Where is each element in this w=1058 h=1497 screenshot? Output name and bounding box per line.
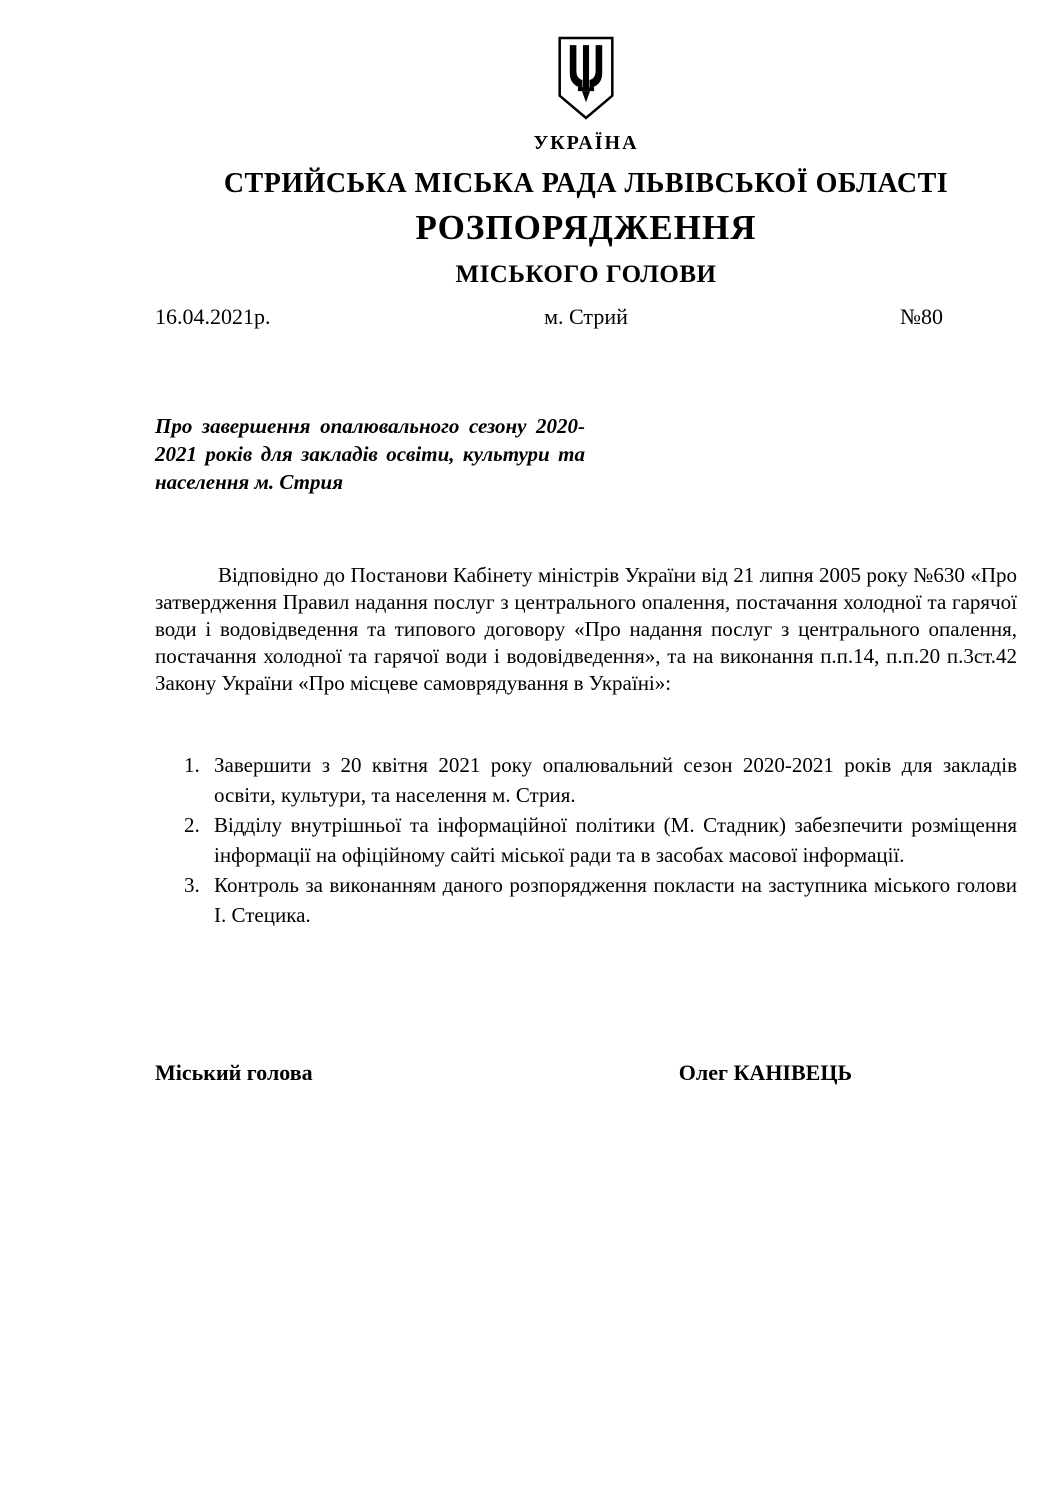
signature-line: [155, 1060, 1017, 1092]
order-list: [155, 750, 1017, 930]
signature-title: Міський голова: [155, 1060, 313, 1085]
order-item-2: [155, 810, 1017, 870]
emblem-block: [155, 36, 1017, 125]
document-place: м. Стрий: [544, 304, 628, 329]
country-label: УКРАЇНА: [533, 132, 639, 154]
document-subtype-title: МІСЬКОГО ГОЛОВИ: [455, 261, 717, 288]
document-content: [155, 0, 1017, 1497]
document-type-title: РОЗПОРЯДЖЕННЯ: [415, 208, 757, 247]
order-item-number: 2.: [184, 813, 200, 837]
order-item-text: Завершити з 20 квітня 2021 року опалювальний сезон 2020-2021 років для закладів освіти, культури, та населення м. Стрия.: [214, 753, 1017, 807]
signature-name: Олег КАНІВЕЦЬ: [678, 1060, 852, 1085]
order-item-3: [155, 870, 1017, 930]
order-item-1: [155, 750, 1017, 810]
document-date: 16.04.2021р.: [155, 304, 271, 329]
order-item-number: 1.: [184, 753, 200, 777]
subject-block: Про завершення опалювального сезону 2020-2021 років для закладів освіти, культури та населення м. Стрия: [155, 414, 585, 494]
dateline: [155, 304, 1017, 334]
intro-paragraph: Відповідно до Постанови Кабінету міністрів України від 21 липня 2005 року №630 «Про затвердження Правил надання послуг з центрального опалення, постачання холодної та гарячої води і водовідведення та типового договору «Про надання послуг з центрального опалення, постачання холодної та гарячої води і водовідведення», та на виконання п.п.14, п.п.20 п.3ст.42 Закону України «Про місцеве самоврядування в Україні»:: [155, 563, 1017, 695]
trident-emblem-icon: [555, 36, 617, 120]
document-number: №80: [900, 304, 943, 329]
order-item-text: Відділу внутрішньої та інформаційної політики (М. Стадник) забезпечити розміщення інформації на офіційному сайті міської ради та в засобах масової інформації.: [214, 813, 1017, 867]
order-item-text: Контроль за виконанням даного розпорядження покласти на заступника міського голови І. Стецика.: [214, 873, 1017, 927]
organization-name: СТРИЙСЬКА МІСЬКА РАДА ЛЬВІВСЬКОЇ ОБЛАСТІ: [223, 168, 949, 199]
order-item-number: 3.: [184, 873, 200, 897]
